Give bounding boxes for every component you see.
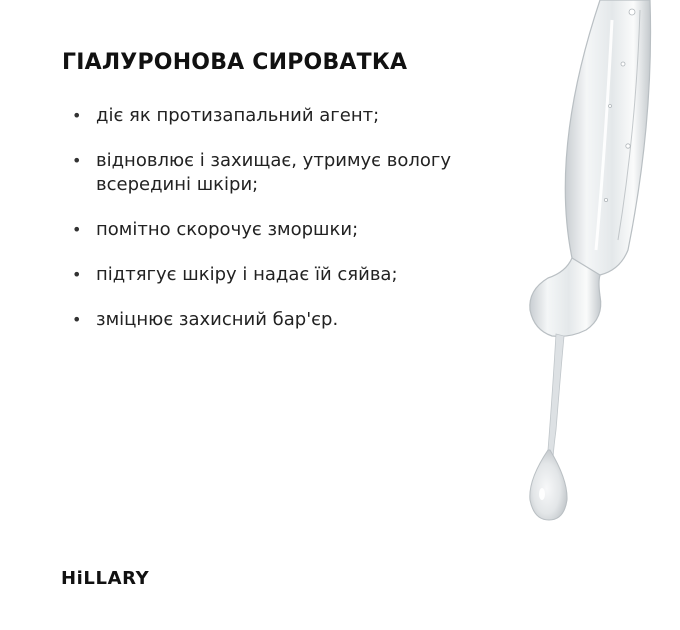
bullet-icon: • — [72, 310, 82, 329]
brand-logo: HiLLARY — [61, 568, 150, 589]
serum-drop — [530, 450, 567, 520]
pipette-tube — [565, 0, 650, 275]
list-item-text: відновлює і захищає, утримує вологу всередині шкіри; — [96, 150, 452, 195]
list-item-text: діє як протизапальний агент; — [96, 105, 380, 126]
bullet-icon: • — [72, 106, 82, 125]
list-item-text: підтягує шкіру і надає їй сяйва; — [96, 264, 398, 285]
list-item-text: зміцнює захисний бар'єр. — [96, 309, 339, 330]
page-title: ГІАЛУРОНОВА СИРОВАТКА — [62, 50, 408, 75]
bullet-icon: • — [72, 151, 82, 170]
bullet-icon: • — [72, 220, 82, 239]
pipette-neck — [530, 258, 601, 336]
bullet-icon: • — [72, 265, 82, 284]
list-item-text: помітно скорочує зморшки; — [96, 219, 359, 240]
